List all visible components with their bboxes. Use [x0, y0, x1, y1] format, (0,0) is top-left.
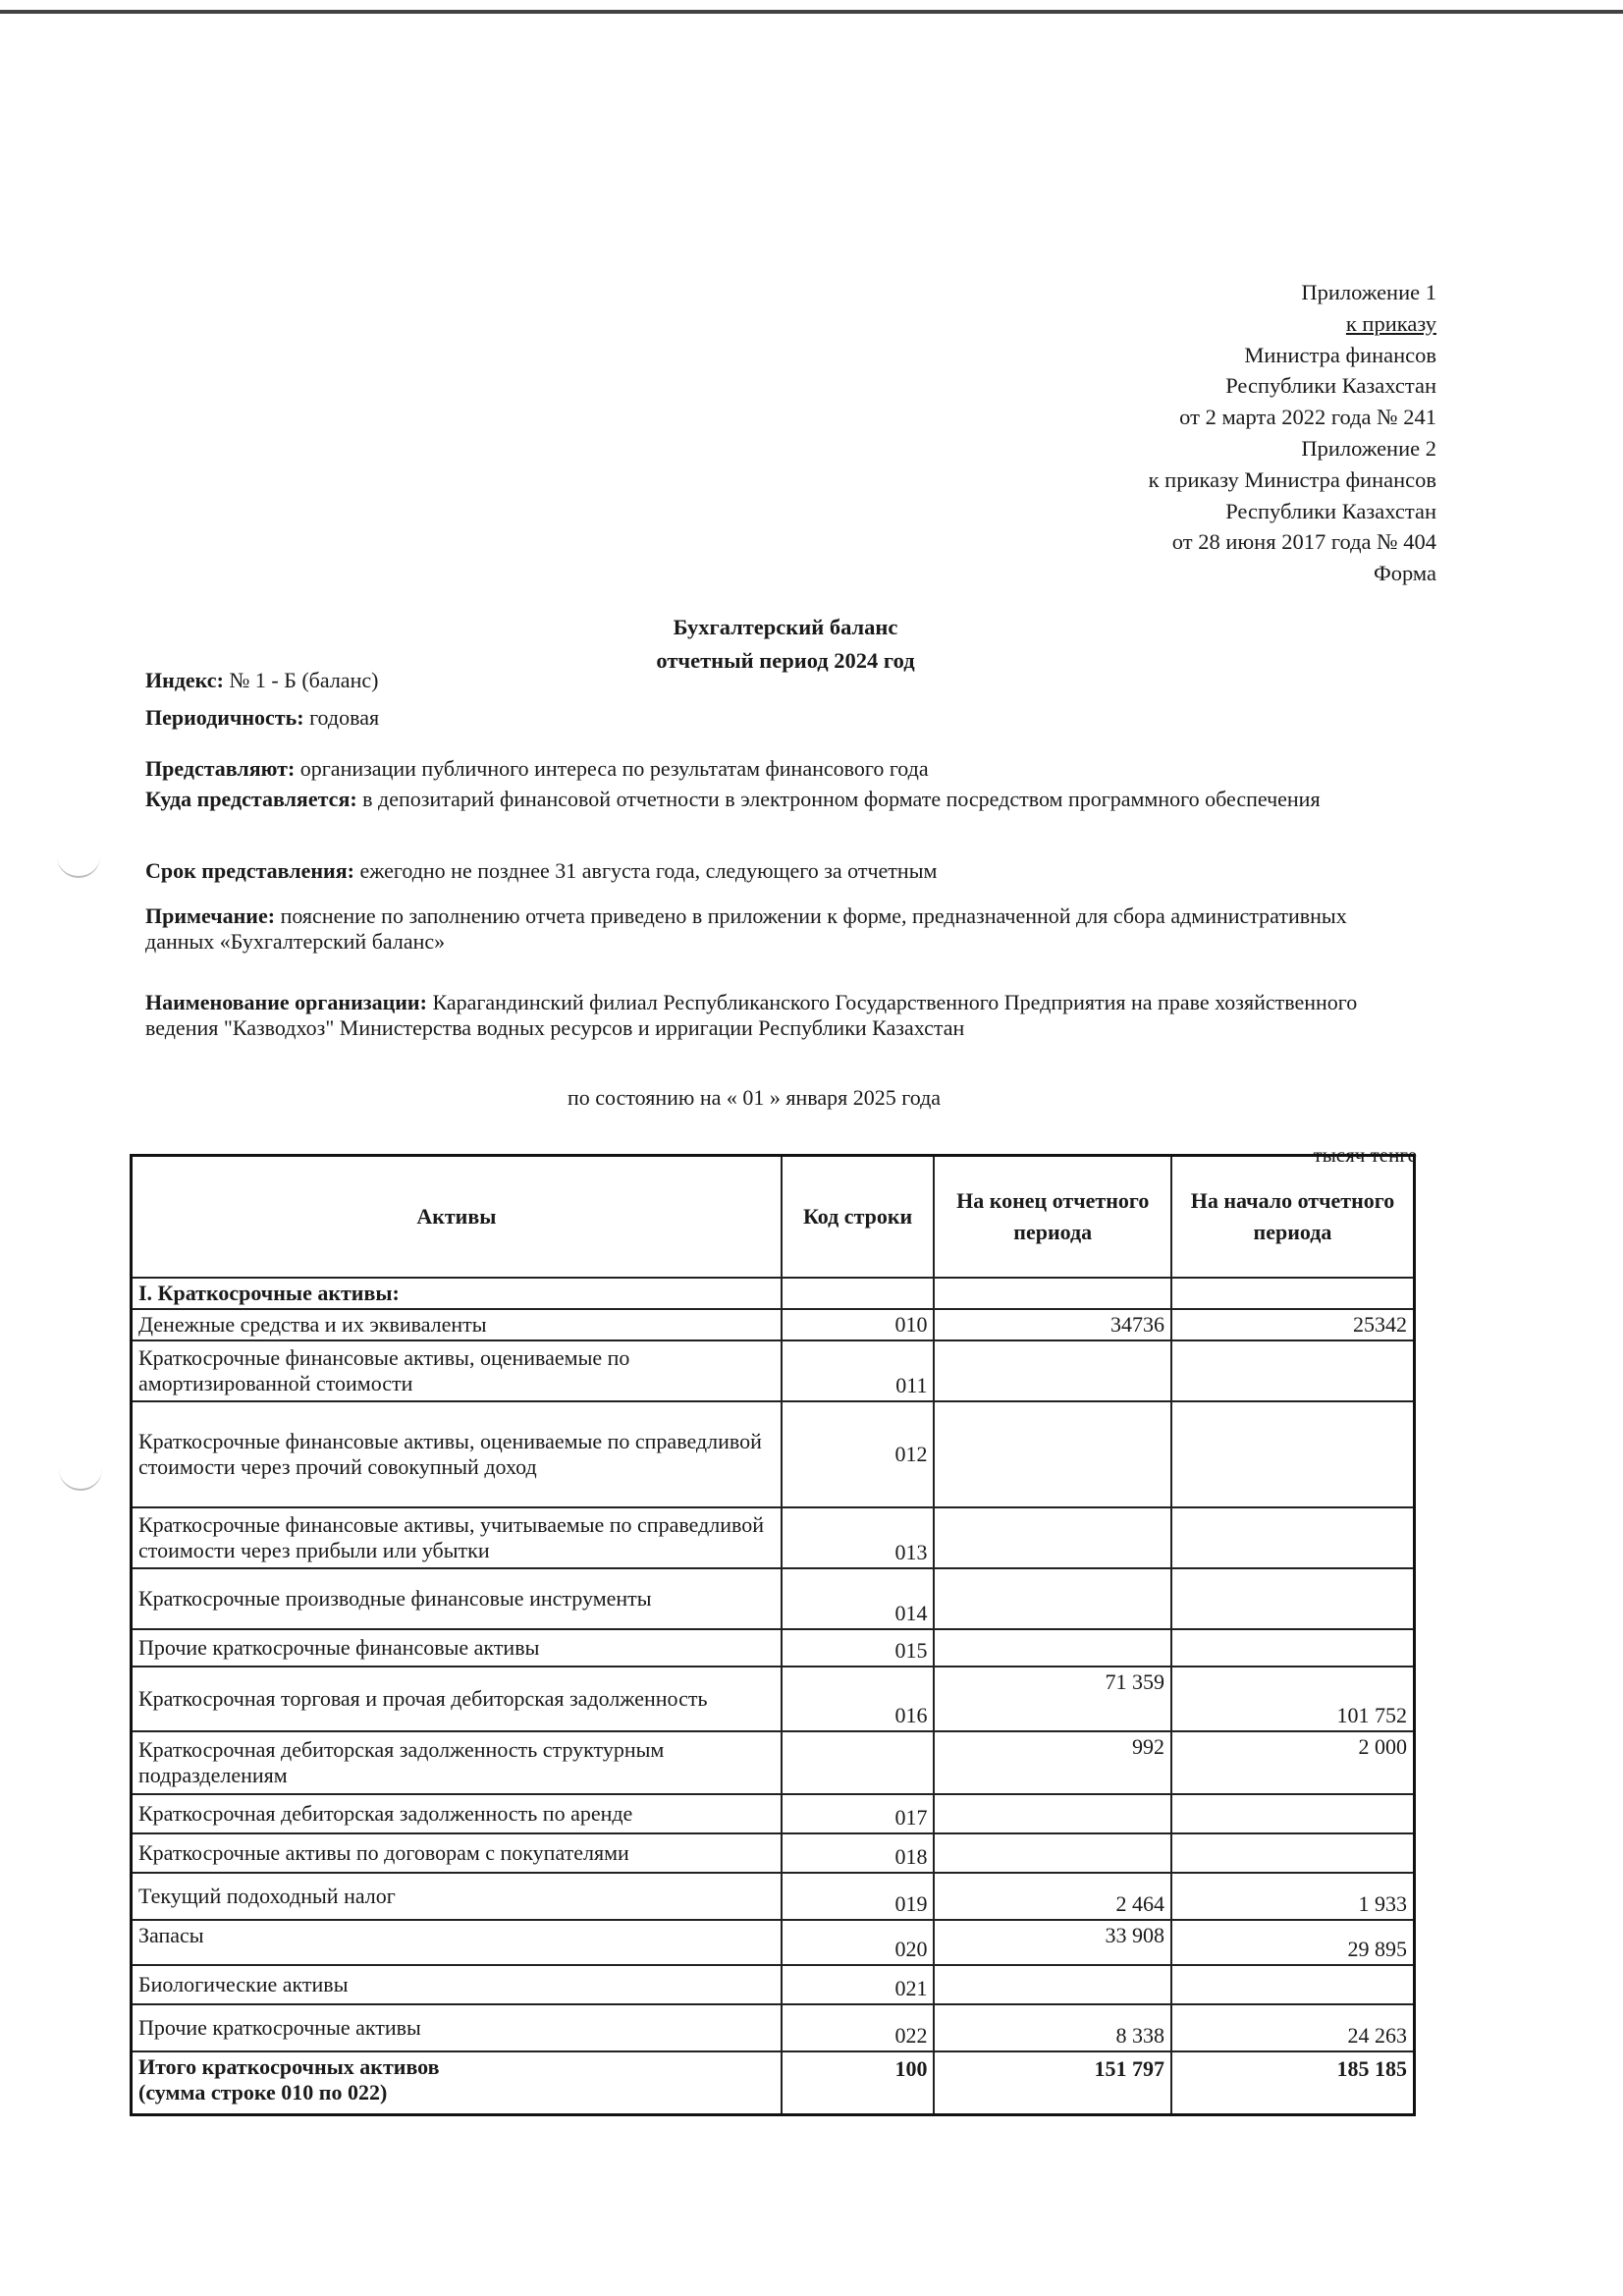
row-code: 016: [782, 1667, 935, 1731]
meta-note: [145, 903, 1373, 955]
total-code: 100: [782, 2051, 935, 2114]
row-end-value: [934, 1629, 1171, 1667]
meta-periodicity: [145, 705, 1373, 731]
row-start-value: [1171, 1794, 1415, 1833]
appendix-line: Министра финансов: [1244, 342, 1436, 367]
meta-index: [145, 668, 1373, 693]
table-row: [132, 1920, 1415, 1965]
as-of-date: по состоянию на « 01 » января 2025 года: [568, 1085, 942, 1110]
table-row: [132, 1731, 1415, 1794]
row-label: Краткосрочная дебиторская задолженность структурным подразделениям: [132, 1731, 782, 1794]
row-label: Краткосрочные финансовые активы, оцениваемые по амортизированной стоимости: [132, 1340, 782, 1401]
meta-label: Куда представляется:: [145, 787, 357, 811]
row-end-value: [934, 1833, 1171, 1873]
row-start-value: 24 263: [1171, 2004, 1415, 2051]
table-row: [132, 1667, 1415, 1731]
appendix-line: Приложение 2: [1301, 435, 1436, 461]
row-code: 011: [782, 1340, 935, 1401]
row-start-value: [1171, 1507, 1415, 1568]
row-start-value: 101 752: [1171, 1667, 1415, 1731]
meta-deadline: [145, 858, 1373, 884]
meta-value: Карагандинский филиал Республиканского Государственного Предприятия на праве хозяйственного ведения "Казводхоз" Министерства водных ресурсов и ирригации Республики Казахстан: [145, 990, 1358, 1040]
appendix-block: [1149, 277, 1436, 589]
row-label: Запасы: [132, 1920, 782, 1965]
appendix-line: Республики Казахстан: [1225, 498, 1436, 523]
row-end-value: [934, 1401, 1171, 1507]
meta-where: [145, 787, 1373, 812]
binder-hole-mark: [59, 1465, 102, 1491]
row-end-value: [934, 1794, 1171, 1833]
appendix-line: к приказу: [1345, 310, 1436, 336]
balance-table: [130, 1154, 1416, 2116]
table-cell: [782, 1278, 935, 1309]
row-label: Денежные средства и их эквиваленты: [132, 1309, 782, 1340]
row-end-value: 34736: [934, 1309, 1171, 1340]
header-period-end: На конец отчетного периода: [934, 1156, 1171, 1279]
table-row: [132, 1833, 1415, 1873]
meta-value: № 1 - Б (баланс): [229, 668, 379, 692]
row-code: [782, 1731, 935, 1794]
row-code: 017: [782, 1794, 935, 1833]
row-label: Прочие краткосрочные финансовые активы: [132, 1629, 782, 1667]
table-row: [132, 1794, 1415, 1833]
header-assets: Активы: [132, 1156, 782, 1279]
row-start-value: 2 000: [1171, 1731, 1415, 1794]
meta-value: организации публичного интереса по результатам финансового года: [299, 756, 929, 781]
table-row: [132, 1309, 1415, 1340]
row-start-value: [1171, 1833, 1415, 1873]
table-row: [132, 2004, 1415, 2051]
row-code: 021: [782, 1965, 935, 2004]
row-code: 015: [782, 1629, 935, 1667]
appendix-line: Республики Казахстан: [1225, 373, 1436, 399]
row-label: Краткосрочные активы по договорам с покупателями: [132, 1833, 782, 1873]
total-row: [132, 2051, 1415, 2114]
row-end-value: 8 338: [934, 2004, 1171, 2051]
row-label: Краткосрочная дебиторская задолженность по аренде: [132, 1794, 782, 1833]
meta-label: Примечание:: [145, 903, 276, 928]
total-label: [132, 2051, 782, 2114]
row-code: 012: [782, 1401, 935, 1507]
table-row: [132, 1965, 1415, 2004]
row-start-value: [1171, 1629, 1415, 1667]
row-label: Краткосрочные производные финансовые инструменты: [132, 1568, 782, 1629]
appendix-line: от 28 июня 2017 года № 404: [1171, 529, 1436, 555]
currency-unit: тысяч тенге: [1313, 1143, 1417, 1167]
row-end-value: [934, 1568, 1171, 1629]
table-row: [132, 1340, 1415, 1401]
row-code: 018: [782, 1833, 935, 1873]
row-label: Краткосрочные финансовые активы, учитываемые по справедливой стоимости через прибыли или убытки: [132, 1507, 782, 1568]
table-header-row: [132, 1156, 1415, 1279]
table-row: [132, 1873, 1415, 1920]
row-code: 022: [782, 2004, 935, 2051]
appendix-line: Приложение 1: [1301, 280, 1436, 304]
row-code: 020: [782, 1920, 935, 1965]
title-line: Бухгалтерский баланс: [673, 615, 898, 639]
row-start-value: 1 933: [1171, 1873, 1415, 1920]
row-end-value: 992: [934, 1731, 1171, 1794]
appendix-line: к приказу Министра финансов: [1148, 466, 1436, 492]
total-start-value: 185 185: [1171, 2051, 1415, 2114]
meta-value: годовая: [309, 705, 380, 730]
row-start-value: 25342: [1171, 1309, 1415, 1340]
meta-label: Срок представления:: [145, 858, 354, 883]
section-row: [132, 1278, 1415, 1309]
binder-hole-mark: [57, 852, 100, 878]
table-cell: [1171, 1278, 1415, 1309]
appendix-line: Форма: [1373, 561, 1436, 586]
meta-organization: [145, 990, 1373, 1041]
row-end-value: [934, 1965, 1171, 2004]
row-start-value: [1171, 1340, 1415, 1401]
row-start-value: [1171, 1965, 1415, 2004]
row-code: 014: [782, 1568, 935, 1629]
meta-value: пояснение по заполнению отчета приведено в приложении к форме, предназначенной для сбора административных данных «Бухгалтерский баланс»: [145, 903, 1347, 954]
table-cell: [934, 1278, 1171, 1309]
row-code: 013: [782, 1507, 935, 1568]
row-end-value: 71 359: [934, 1667, 1171, 1731]
meta-label: Периодичность:: [145, 705, 304, 730]
section-title: I. Краткосрочные активы:: [132, 1278, 782, 1309]
row-end-value: [934, 1340, 1171, 1401]
table-row: [132, 1629, 1415, 1667]
row-start-value: 29 895: [1171, 1920, 1415, 1965]
row-end-value: 2 464: [934, 1873, 1171, 1920]
header-period-start: На начало отчетного периода: [1171, 1156, 1415, 1279]
scan-top-edge: [0, 10, 1623, 14]
meta-value: ежегодно не позднее 31 августа года, следующего за отчетным: [359, 858, 938, 883]
total-end-value: 151 797: [934, 2051, 1171, 2114]
row-end-value: 33 908: [934, 1920, 1171, 1965]
table-row: [132, 1507, 1415, 1568]
row-start-value: [1171, 1568, 1415, 1629]
row-label: Текущий подоходный налог: [132, 1873, 782, 1920]
row-label: Прочие краткосрочные активы: [132, 2004, 782, 2051]
table-row: [132, 1401, 1415, 1507]
table-row: [132, 1568, 1415, 1629]
meta-label: Индекс:: [145, 668, 224, 692]
row-code: 010: [782, 1309, 935, 1340]
title-period: отчетный период 2024 год: [656, 648, 915, 673]
meta-label: Представляют:: [145, 756, 296, 781]
row-start-value: [1171, 1401, 1415, 1507]
appendix-line: от 2 марта 2022 года № 241: [1179, 405, 1436, 430]
meta-submitters: [145, 756, 1373, 782]
row-label: Биологические активы: [132, 1965, 782, 2004]
total-label-line: Итого краткосрочных активов: [138, 2054, 440, 2079]
row-end-value: [934, 1507, 1171, 1568]
meta-value: в депозитарий финансовой отчетности в электронном формате посредством программного обеспечения: [362, 787, 1321, 811]
header-code: Код строки: [782, 1156, 935, 1279]
row-code: 019: [782, 1873, 935, 1920]
row-label: Краткосрочные финансовые активы, оцениваемые по справедливой стоимости через прочий совокупный доход: [132, 1401, 782, 1507]
meta-label: Наименование организации:: [145, 990, 427, 1014]
row-label: Краткосрочная торговая и прочая дебиторская задолженность: [132, 1667, 782, 1731]
total-label-line: (сумма строке 010 по 022): [138, 2080, 388, 2105]
